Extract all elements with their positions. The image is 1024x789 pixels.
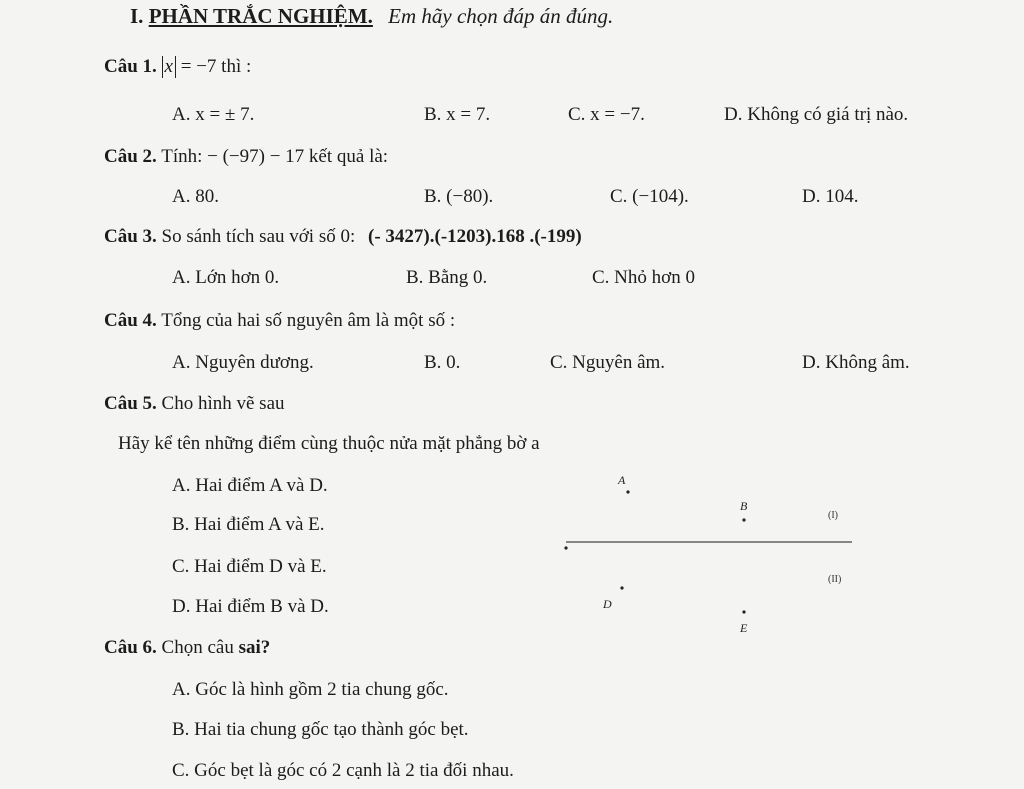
- question-4-option-d[interactable]: D. Không âm.: [802, 352, 910, 373]
- section-numeral: I.: [130, 4, 144, 28]
- question-1-option-b[interactable]: B. x = 7.: [424, 104, 491, 125]
- question-4-text: Tổng của hai số nguyên âm là một số :: [161, 310, 456, 331]
- question-5-option-a[interactable]: A. Hai điểm A và D.: [172, 475, 328, 496]
- question-3-option-c[interactable]: C. Nhỏ hơn 0: [592, 267, 695, 288]
- question-4-option-a[interactable]: A. Nguyên dương.: [172, 352, 314, 373]
- question-1-stem: [104, 56, 251, 78]
- question-5-option-c[interactable]: C. Hai điểm D và E.: [172, 556, 327, 577]
- question-5-prompt: Hãy kể tên những điểm cùng thuộc nửa mặt phẳng bờ a: [118, 433, 540, 454]
- question-3-option-a[interactable]: A. Lớn hơn 0.: [172, 267, 280, 288]
- question-2-text: Tính: − (−97) − 17 kết quả là:: [161, 146, 389, 167]
- section-heading: PHẦN TRẮC NGHIỆM.: [148, 4, 373, 28]
- section-title: [130, 4, 613, 29]
- question-4-stem: [104, 310, 455, 332]
- question-2-option-d[interactable]: D. 104.: [802, 186, 859, 207]
- point-e-dot: [742, 610, 745, 613]
- point-d-dot: [620, 586, 623, 589]
- question-6-option-c[interactable]: C. Góc bẹt là góc có 2 cạnh là 2 tia đối nhau.: [172, 760, 514, 781]
- question-5-option-d[interactable]: D. Hai điểm B và D.: [172, 596, 329, 617]
- question-2-option-b[interactable]: B. (−80).: [424, 186, 494, 207]
- half-plane-figure: [540, 468, 870, 643]
- question-6-keyword: sai?: [238, 637, 271, 658]
- question-1-text: = −7 thì :: [175, 56, 252, 77]
- question-1-label: Câu 1.: [104, 56, 157, 77]
- question-3-option-b[interactable]: B. Bằng 0.: [406, 267, 488, 288]
- question-4-option-c[interactable]: C. Nguyên âm.: [550, 352, 666, 373]
- question-3-stem: [104, 226, 582, 248]
- question-6-stem: [104, 637, 270, 659]
- question-2-option-a[interactable]: A. 80.: [172, 186, 219, 207]
- question-5-label: Câu 5.: [104, 393, 157, 414]
- point-e-label: E: [740, 621, 748, 635]
- point-b-label: B: [740, 499, 748, 513]
- point-a-label: A: [618, 473, 626, 487]
- region-2-label: (II): [828, 574, 842, 585]
- question-2-stem: [104, 146, 388, 168]
- region-1-label: (I): [828, 510, 838, 521]
- section-instruction: Em hãy chọn đáp án đúng.: [388, 4, 614, 28]
- question-2-label: Câu 2.: [104, 146, 157, 167]
- question-6-label: Câu 6.: [104, 637, 157, 658]
- question-1-option-d[interactable]: D. Không có giá trị nào.: [724, 104, 909, 125]
- question-5-text: Cho hình vẽ sau: [161, 393, 285, 414]
- point-b-dot: [742, 518, 745, 521]
- question-2-option-c[interactable]: C. (−104).: [610, 186, 689, 207]
- question-3-expression: (- 3427).(-1203).168 .(-199): [368, 226, 582, 247]
- question-6-text: Chọn câu: [161, 637, 234, 658]
- question-4-label: Câu 4.: [104, 310, 157, 331]
- question-6-option-a[interactable]: A. Góc là hình gồm 2 tia chung gốc.: [172, 679, 449, 700]
- line-end-dot: [564, 546, 567, 549]
- question-5-stem: [104, 393, 285, 415]
- question-3-text: So sánh tích sau với số 0:: [161, 226, 356, 247]
- question-3-label: Câu 3.: [104, 226, 157, 247]
- point-d-label: D: [603, 597, 612, 611]
- absolute-value-x: x: [162, 56, 176, 78]
- question-5-option-b[interactable]: B. Hai điểm A và E.: [172, 514, 325, 535]
- question-1-option-c[interactable]: C. x = −7.: [568, 104, 645, 125]
- question-1-option-a[interactable]: A. x = ± 7.: [172, 104, 255, 125]
- question-6-option-b[interactable]: B. Hai tia chung gốc tạo thành góc bẹt.: [172, 719, 469, 740]
- question-4-option-b[interactable]: B. 0.: [424, 352, 461, 373]
- point-a-dot: [626, 490, 629, 493]
